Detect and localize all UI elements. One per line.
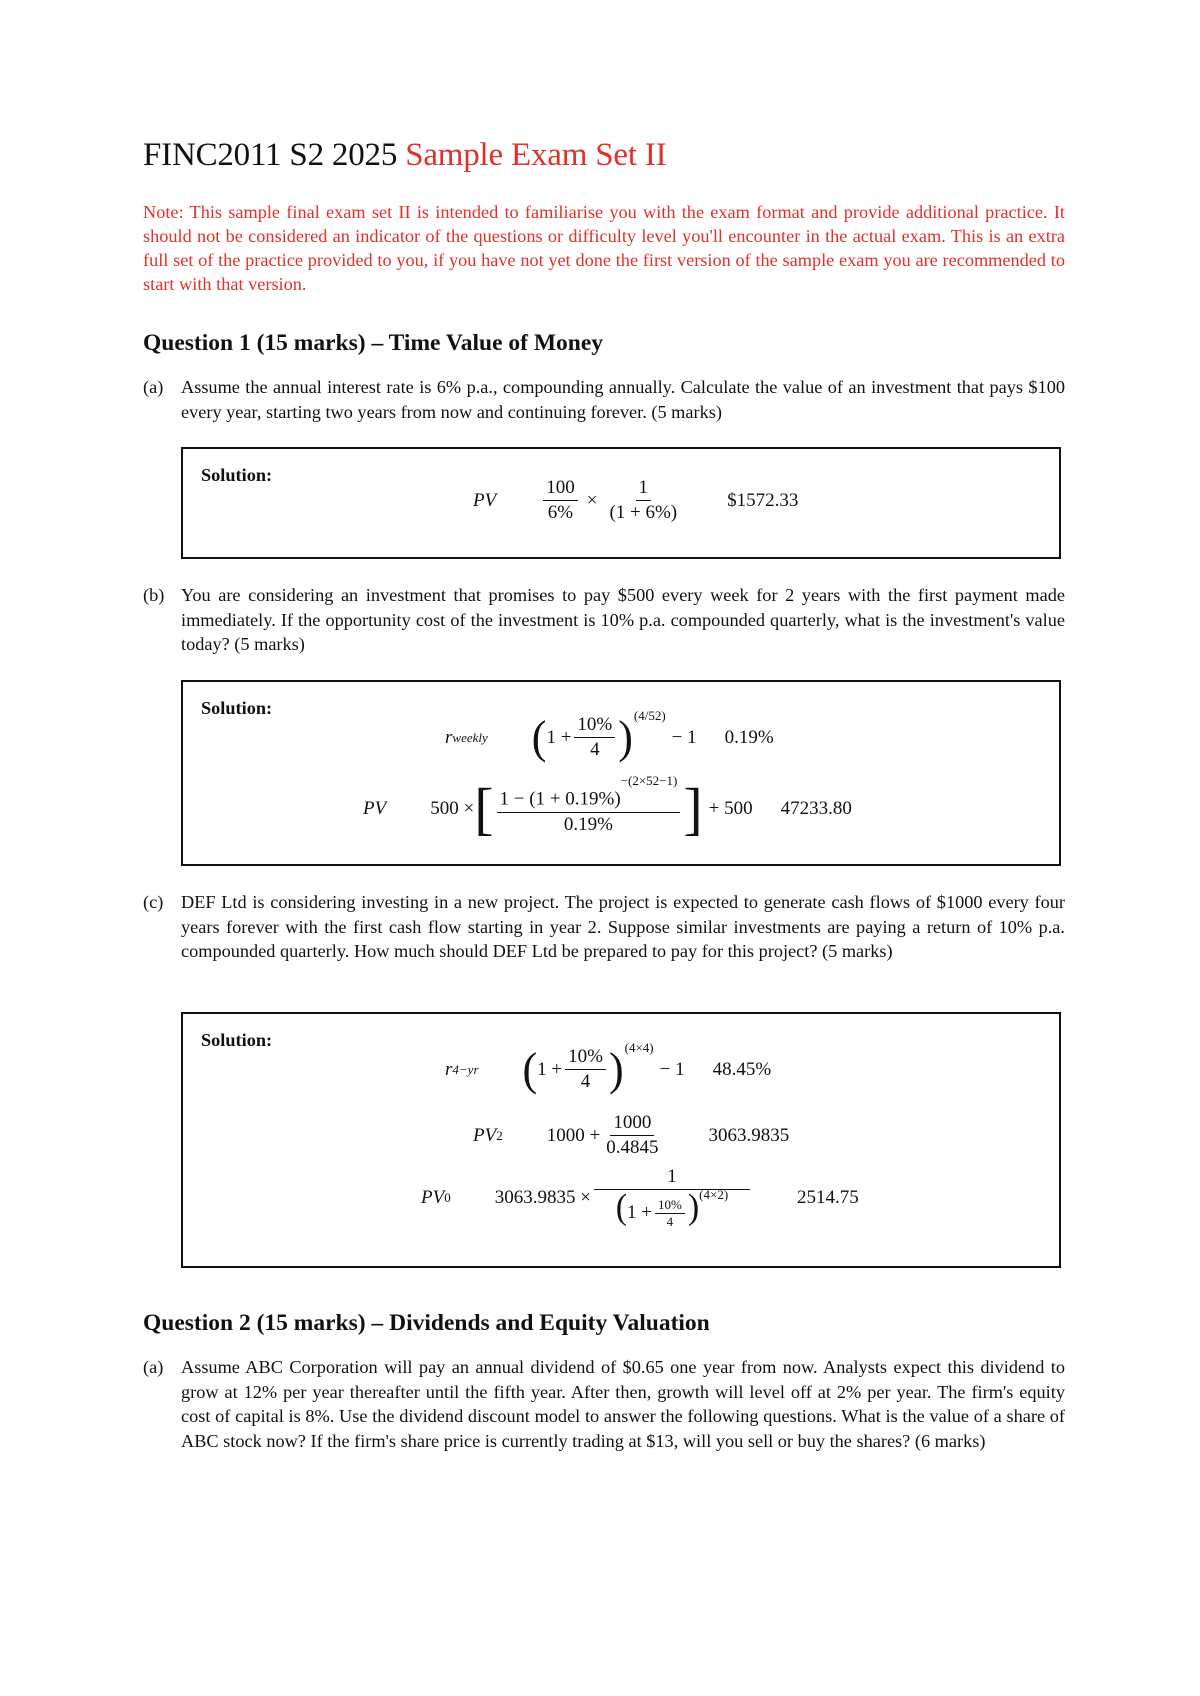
title-main: FINC2011 S2 2025 — [143, 137, 398, 173]
equation-1c-pv2: PV 2 1000 + $\frac{1000}{0.4845}$ 3063.9835 — [473, 1112, 790, 1158]
question-1c — [143, 890, 1065, 964]
part-text: You are considering an investment that promises to pay $500 every week for 2 years with the first payment made immediately. If the opportunity cost of the investment is 10% p.a. compounded quarterly, what is the investment's value today? (5 marks) — [181, 585, 1065, 654]
part-text: DEF Ltd is considering investing in a new project. The project is expected to generate cash flows of $1000 every four years forever with the first cash flow starting in year 2. Suppose similar investments are paying a return of 10% p.a. compounded quarterly. How much should DEF Ltd be prepared to pay for this project? (5 marks) — [181, 892, 1065, 961]
page-title — [143, 137, 666, 174]
part-label: (a) — [143, 377, 164, 397]
question-2-heading: Question 2 (15 marks) – Dividends and Equity Valuation — [143, 1310, 710, 1336]
solution-box-1b — [181, 680, 1061, 866]
eq-result: 0.19% — [724, 726, 774, 748]
equation-1c-pv0: PV 0 3063.9835 × 1 (1 + $\frac{10\%}{4}$ )$^{(4\times 2)}$ 2514.75 — [421, 1166, 859, 1230]
equation-1a: PV $\frac{100}{6\%}$ × $\frac{1}{(1 + 6\%)}$ $1572.33 — [473, 477, 799, 523]
eq-fraction: $\frac{1}{(1 + 6\%)}$ — [609, 477, 678, 523]
eq-fraction: $\frac{100}{6\%}$ — [543, 477, 578, 524]
eq-lhs: PV — [473, 489, 497, 511]
equation-1b-pv: PV 500 × [ $\frac{1 - (1 + 0.19\%)^{-(2\times 52-1)}}{0.19\%}$ ] + 500 47233.80 — [363, 773, 852, 841]
solution-label: Solution: — [201, 465, 273, 485]
equation-1c-rate: r 4−yr ( 1 + $\frac{10\%}{4}$ ) $^{(4\times 4)}$ − 1 48.45% — [445, 1039, 772, 1095]
title-highlight: Sample Exam Set II — [405, 137, 667, 173]
question-1-heading: Question 1 (15 marks) – Time Value of Money — [143, 330, 604, 356]
eq-result: 48.45% — [712, 1058, 772, 1080]
solution-box-1c — [181, 1012, 1061, 1268]
equation-1b-rate: r weekly ( 1 + $\frac{10\%}{4}$ ) $^{(4/52)}$ − 1 0.19% — [445, 707, 774, 763]
eq-result: 2514.75 — [796, 1186, 859, 1208]
solution-label: Solution: — [201, 698, 273, 718]
solution-box-1a — [181, 447, 1061, 559]
part-label: (a) — [143, 1357, 164, 1377]
question-1b — [143, 583, 1065, 657]
part-text: Assume the annual interest rate is 6% p.a., compounding annually. Calculate the value of an investment that pays $100 every year, starting two years from now and continuing forever. (5 marks) — [181, 377, 1065, 422]
part-label: (b) — [143, 585, 165, 605]
part-label: (c) — [143, 892, 164, 912]
exam-note: Note: This sample final exam set II is intended to familiarise you with the exam format and provide additional practice. It should not be considered an indicator of the questions or difficulty level you'll encounter in the actual exam. This is an extra full set of the practice provided to you, if you have not yet done the first version of the sample exam you are recommended to start with that version. — [143, 202, 1065, 294]
question-2a — [143, 1355, 1065, 1453]
eq-result: 47233.80 — [780, 798, 852, 819]
part-text: Assume ABC Corporation will pay an annual dividend of $0.65 one year from now. Analysts expect this dividend to grow at 12% per year thereafter until the fifth year. After then, growth will level off at 2% per year. The firm's equity cost of capital is 8%. Use the dividend discount model to answer the following questions. What is the value of a share of ABC stock now? If the firm's share price is currently trading at $13, will you sell or buy the shares? (6 marks) — [181, 1357, 1065, 1451]
solution-label: Solution: — [201, 1030, 273, 1050]
eq-result: $1572.33 — [727, 489, 799, 511]
question-1a — [143, 375, 1065, 424]
eq-result: 3063.9835 — [708, 1124, 790, 1146]
